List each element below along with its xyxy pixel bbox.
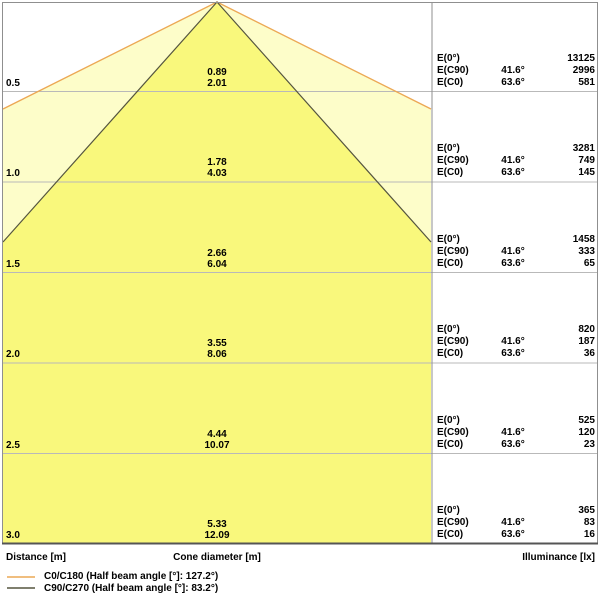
illuminance-row xyxy=(437,529,595,541)
illuminance-row xyxy=(437,258,595,270)
illuminance-value: 3281 xyxy=(572,143,595,154)
row-label: E(C0) xyxy=(437,257,464,269)
distance-label: 1.0 xyxy=(6,168,20,179)
legend-label: C0/C180 (Half beam angle [°]: 127.2°) xyxy=(44,571,219,582)
row-label: E(0°) xyxy=(437,143,460,154)
cone-diameter-c0: 8.06 xyxy=(207,349,227,360)
illuminance-value: 23 xyxy=(583,438,595,450)
row-label: E(C90) xyxy=(437,517,469,528)
distance-label: 0.5 xyxy=(6,77,20,89)
distance-label: 2.0 xyxy=(6,349,20,360)
row-label: E(C0) xyxy=(437,438,464,450)
cone-diameter-values xyxy=(167,338,267,360)
row-label: E(C0) xyxy=(437,348,464,359)
row-label: E(0°) xyxy=(437,52,460,64)
distance-axis-label: Distance [m] xyxy=(6,552,67,563)
beam-angle: 41.6° xyxy=(501,426,525,438)
illuminance-group xyxy=(437,505,595,541)
legend-label: C90/C270 (Half beam angle [°]: 83.2°) xyxy=(44,582,219,594)
distance-label: 1.5 xyxy=(6,258,20,270)
illuminance-value: 36 xyxy=(583,348,595,359)
illuminance-row xyxy=(437,439,595,451)
illuminance-value: 187 xyxy=(578,336,595,347)
row-label: E(C0) xyxy=(437,529,464,540)
illuminance-row xyxy=(437,167,595,179)
illuminance-value: 820 xyxy=(578,324,595,335)
illuminance-row xyxy=(437,53,595,65)
row-label: E(C90) xyxy=(437,64,469,76)
illuminance-group xyxy=(437,143,595,179)
beam-angle: 41.6° xyxy=(501,245,525,257)
beam-angle: 41.6° xyxy=(501,336,525,347)
distance-label: 2.5 xyxy=(6,439,20,451)
legend-item-c90-c270 xyxy=(7,583,218,594)
cone-diameter-c90: 1.78 xyxy=(207,157,227,168)
legend-line-c0-icon xyxy=(7,575,35,579)
illuminance-value: 365 xyxy=(578,505,595,516)
illuminance-group xyxy=(437,415,595,451)
legend-item-c0-c180 xyxy=(7,571,218,582)
cone-diameter-c90: 0.89 xyxy=(207,66,227,78)
distance-label: 3.0 xyxy=(6,530,20,541)
illuminance-row xyxy=(437,348,595,360)
illuminance-value: 120 xyxy=(578,426,595,438)
row-label: E(0°) xyxy=(437,233,460,245)
cone-diameter-values xyxy=(167,67,267,89)
cone-diameter-values xyxy=(167,429,267,451)
illuminance-row xyxy=(437,505,595,517)
illuminance-value: 65 xyxy=(583,257,595,269)
illuminance-row xyxy=(437,324,595,336)
illuminance-row xyxy=(437,246,595,258)
illuminance-value: 83 xyxy=(583,517,595,528)
illuminance-value: 525 xyxy=(578,414,595,426)
illuminance-group xyxy=(437,324,595,360)
row-label: E(C90) xyxy=(437,245,469,257)
illuminance-row xyxy=(437,336,595,348)
cone-diameter-c0: 4.03 xyxy=(207,168,227,179)
illuminance-row xyxy=(437,234,595,246)
cone-diameter-c90: 5.33 xyxy=(207,519,227,530)
row-label: E(0°) xyxy=(437,324,460,335)
illuminance-row xyxy=(437,77,595,89)
illuminance-value: 145 xyxy=(578,167,595,178)
row-label: E(C0) xyxy=(437,76,464,88)
illuminance-group xyxy=(437,234,595,270)
beam-angle: 63.6° xyxy=(501,167,525,178)
cone-diameter-values xyxy=(167,157,267,179)
cone-diameter-values xyxy=(167,519,267,541)
illuminance-row xyxy=(437,155,595,167)
illuminance-value: 749 xyxy=(578,155,595,166)
beam-angle: 63.6° xyxy=(501,76,525,88)
beam-angle: 63.6° xyxy=(501,257,525,269)
cone-diameter-c90: 3.55 xyxy=(207,338,227,349)
beam-angle: 63.6° xyxy=(501,348,525,359)
beam-angle: 41.6° xyxy=(501,64,525,76)
row-label: E(C90) xyxy=(437,336,469,347)
row-label: E(0°) xyxy=(437,414,460,426)
legend-line-c90-icon xyxy=(7,586,35,590)
illuminance-row xyxy=(437,415,595,427)
beam-angle: 41.6° xyxy=(501,155,525,166)
illuminance-value: 1458 xyxy=(572,233,595,245)
cone-diameter-c0: 12.09 xyxy=(204,530,230,541)
row-label: E(C90) xyxy=(437,426,469,438)
illuminance-value: 333 xyxy=(578,245,595,257)
illuminance-value: 13125 xyxy=(567,52,595,64)
cone-diameter-c90: 4.44 xyxy=(207,428,227,440)
illuminance-row xyxy=(437,427,595,439)
illuminance-value: 2996 xyxy=(572,64,595,76)
illuminance-row xyxy=(437,517,595,529)
cone-diameter-c0: 6.04 xyxy=(207,258,227,270)
row-label: E(C90) xyxy=(437,155,469,166)
cone-diameter-c90: 2.66 xyxy=(207,247,227,259)
illuminance-axis-label: Illuminance [lx] xyxy=(522,552,595,563)
cone-diameter-c0: 10.07 xyxy=(204,439,230,451)
illuminance-value: 581 xyxy=(578,76,595,88)
illuminance-row xyxy=(437,143,595,155)
illuminance-value: 16 xyxy=(583,529,595,540)
cone-diameter-axis-label: Cone diameter [m] xyxy=(173,552,261,563)
row-label: E(0°) xyxy=(437,505,460,516)
beam-angle: 41.6° xyxy=(501,517,525,528)
illuminance-row xyxy=(437,65,595,77)
cone-diameter-c0: 2.01 xyxy=(207,77,227,89)
illuminance-group xyxy=(437,53,595,89)
row-label: E(C0) xyxy=(437,167,464,178)
beam-angle: 63.6° xyxy=(501,438,525,450)
beam-angle: 63.6° xyxy=(501,529,525,540)
cone-diameter-values xyxy=(167,248,267,270)
